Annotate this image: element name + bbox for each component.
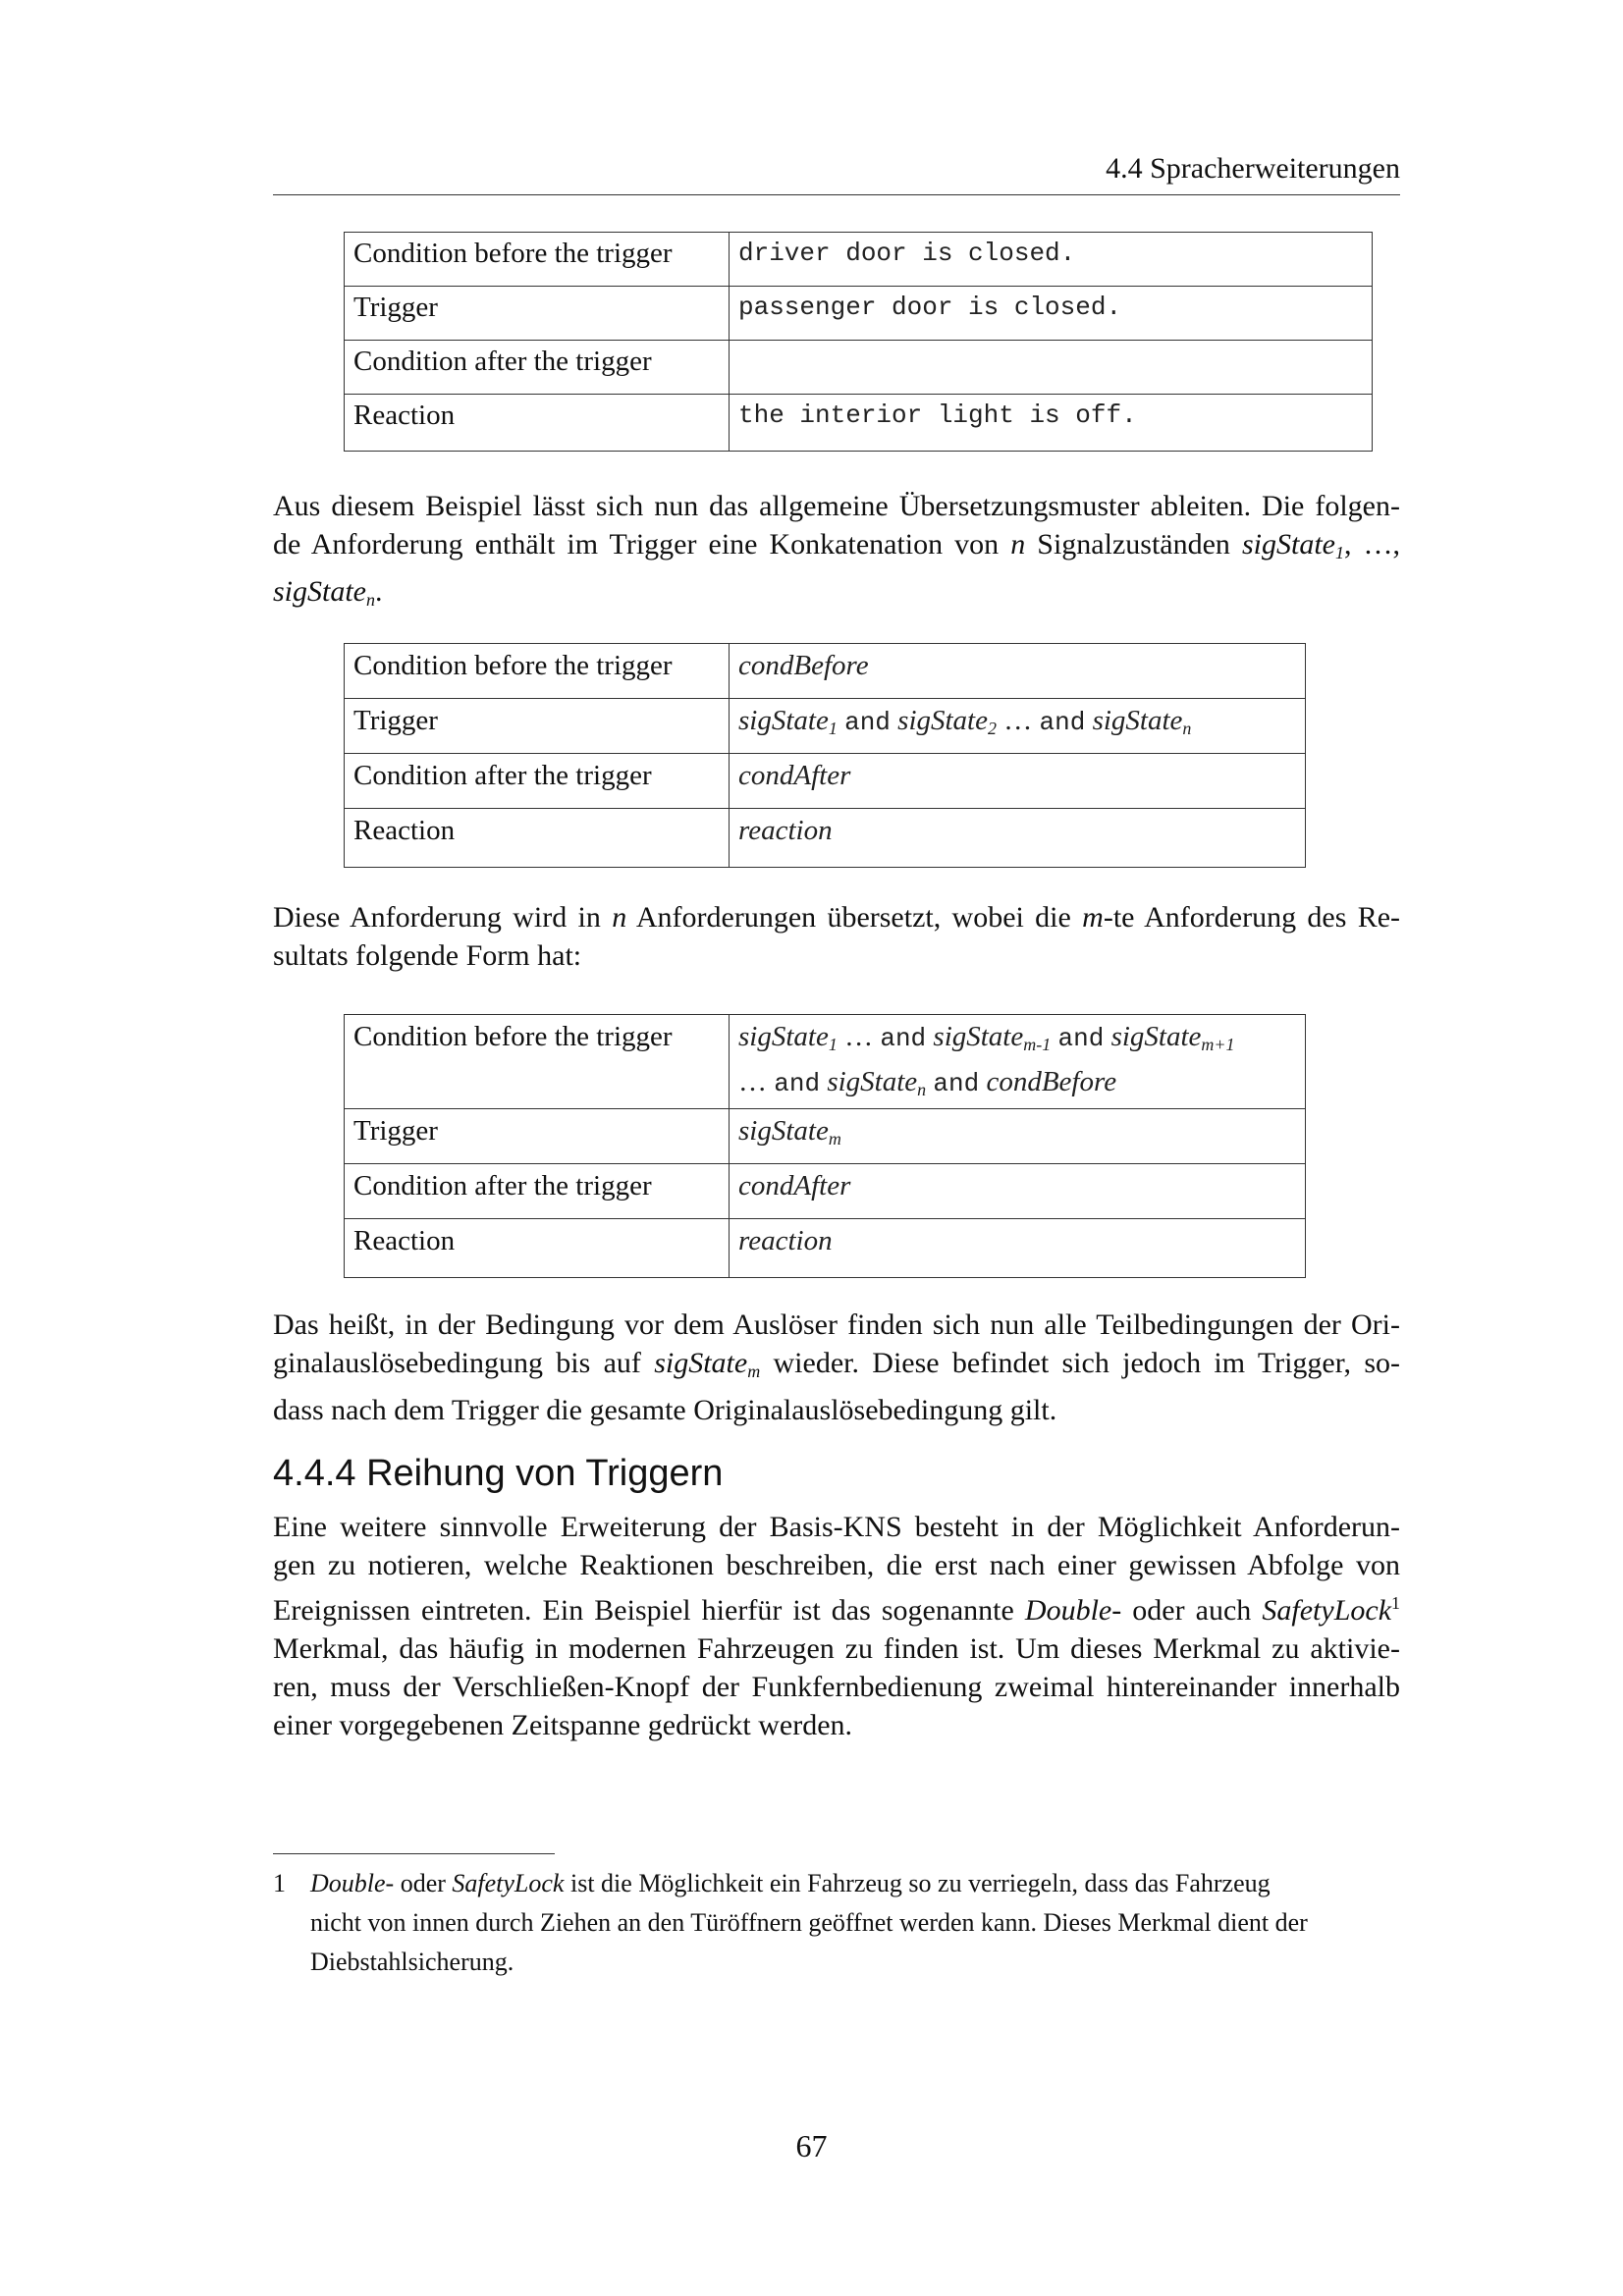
section-heading: 4.4.4 Reihung von Triggern <box>273 1453 724 1494</box>
row-label: Condition after the trigger <box>345 1164 730 1219</box>
footnote-divider <box>273 1853 555 1854</box>
footnote <box>273 1864 1400 1982</box>
table-row <box>345 699 1306 754</box>
paragraph-line: sigState$_n$. <box>273 575 383 610</box>
row-label: Condition after the trigger <box>345 754 730 809</box>
footnote-line: Diebstahlsicherung. <box>310 1948 514 1976</box>
table-row <box>345 754 1306 809</box>
paragraph <box>273 487 1400 619</box>
table-row <box>345 287 1373 341</box>
example-requirement-table <box>344 232 1373 452</box>
table-row <box>345 1109 1306 1164</box>
running-head: 4.4 Spracherweiterungen <box>273 153 1400 195</box>
row-label: Reaction <box>345 1219 730 1278</box>
table-row <box>345 341 1373 395</box>
row-value: reaction <box>730 809 1306 868</box>
row-label: Condition before the trigger <box>345 233 730 287</box>
paragraph-line: ren, muss der Verschließen-Knopf der Funkfernbedienung zweimal hintereinander innerhalb <box>273 1671 1400 1703</box>
row-value: passenger door is closed. <box>730 287 1373 341</box>
table-row <box>345 1015 1306 1109</box>
paragraph-line: Das heißt, in der Bedingung vor dem Auslöser finden sich nun alle Teilbedingungen der Ori- <box>273 1308 1400 1341</box>
footnote-text <box>310 1864 1400 1982</box>
paragraph-line: dass nach dem Trigger die gesamte Originalauslösebedingung gilt. <box>273 1394 1057 1426</box>
paragraph-line: Ereignissen eintreten. Ein Beispiel hierfür ist das sogenannte Double- oder auch SafetyLock$^1$ <box>273 1593 1401 1627</box>
paragraph <box>273 1306 1400 1429</box>
row-value: sigState$_1$ and sigState$_2$ … and sigState$_n$ <box>730 699 1306 754</box>
paragraph-line: Diese Anforderung wird in n Anforderungen übersetzt, wobei die m-te Anforderung des Re- <box>273 901 1401 934</box>
table-row <box>345 1164 1306 1219</box>
footnote-line: Double- oder SafetyLock ist die Möglichkeit ein Fahrzeug so zu verriegeln, dass das Fahrzeug <box>310 1869 1271 1897</box>
footnote-number: 1 <box>273 1869 286 1897</box>
row-value: the interior light is off. <box>730 395 1373 452</box>
paragraph-line: de Anforderung enthält im Trigger eine Konkatenation von n Signalzuständen sigState$_1$, …, <box>273 528 1401 562</box>
row-label: Condition after the trigger <box>345 341 730 395</box>
row-value: condAfter <box>730 754 1306 809</box>
table-row <box>345 233 1373 287</box>
paragraph-line: einer vorgegebenen Zeitspanne gedrückt werden. <box>273 1709 853 1741</box>
row-label: Reaction <box>345 395 730 452</box>
row-value: sigState$_1$ … and sigState$_{m-1}$ and sigState$_{m+1}$ … and sigState$_n$ and condBefore <box>730 1015 1306 1109</box>
footnote-marker: 1 <box>1391 1593 1401 1613</box>
row-value: sigState$_m$ <box>730 1109 1306 1164</box>
paragraph-line: Aus diesem Beispiel lässt sich nun das allgemeine Übersetzungsmuster ableiten. Die folgen- <box>273 490 1400 522</box>
general-requirement-table <box>344 643 1306 868</box>
paragraph-line: ginalauslösebedingung bis auf sigState$_m$ wieder. Diese befindet sich jedoch im Trigger, so- <box>273 1347 1401 1381</box>
table-row <box>345 809 1306 868</box>
row-label: Trigger <box>345 699 730 754</box>
row-value: condAfter <box>730 1164 1306 1219</box>
row-label: Condition before the trigger <box>345 644 730 699</box>
row-label: Trigger <box>345 287 730 341</box>
row-value: condBefore <box>730 644 1306 699</box>
row-value: driver door is closed. <box>730 233 1373 287</box>
table-row <box>345 395 1373 452</box>
row-label: Reaction <box>345 809 730 868</box>
row-value <box>730 341 1373 395</box>
row-label: Trigger <box>345 1109 730 1164</box>
translated-requirement-table <box>344 1014 1306 1278</box>
footnote-line: nicht von innen durch Ziehen an den Türöffnern geöffnet werden kann. Dieses Merkmal dient der <box>310 1908 1308 1937</box>
row-value: reaction <box>730 1219 1306 1278</box>
paragraph <box>273 1508 1400 1744</box>
row-label: Condition before the trigger <box>345 1015 730 1109</box>
paragraph-line: sultats folgende Form hat: <box>273 939 582 972</box>
table-row <box>345 644 1306 699</box>
paragraph <box>273 898 1400 975</box>
paragraph-line: gen zu notieren, welche Reaktionen beschreiben, die erst nach einer gewissen Abfolge von <box>273 1549 1400 1581</box>
page-number: 67 <box>795 2128 828 2163</box>
paragraph-line: Eine weitere sinnvolle Erweiterung der Basis-KNS besteht in der Möglichkeit Anforderun- <box>273 1511 1400 1543</box>
paragraph-line: Merkmal, das häufig in modernen Fahrzeugen zu finden ist. Um dieses Merkmal zu aktivie- <box>273 1632 1400 1665</box>
table-row <box>345 1219 1306 1278</box>
